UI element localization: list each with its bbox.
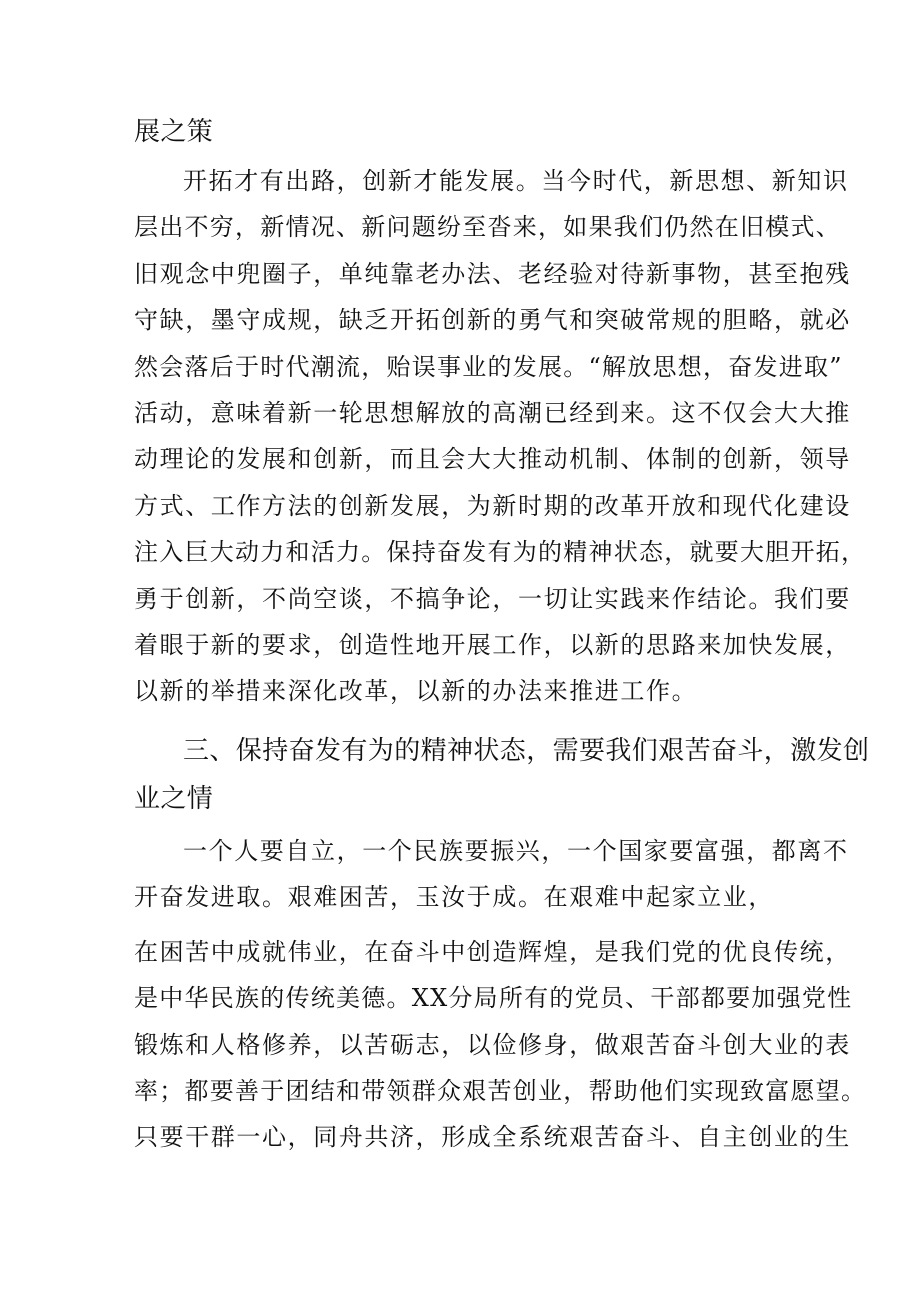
section-heading: 业之情 xyxy=(134,784,214,814)
paragraph-line: 锻炼和人格修养，以苦砺志，以俭修身，做艰苦奋斗创大业的表 xyxy=(134,1031,851,1059)
paragraph-line: 守缺，墨守成规，缺乏开拓创新的勇气和突破常规的胆略，就必 xyxy=(134,306,851,334)
paragraph-line: 率；都要善于团结和带领群众艰苦创业，帮助他们实现致富愿望。 xyxy=(134,1077,867,1105)
paragraph-line: 是中华民族的传统美德。XX分局所有的党员、干部都要加强党性 xyxy=(134,984,853,1012)
paragraph-line: 开奋发进取。艰难困苦，玉汝于成。在艰难中起家立业， xyxy=(134,883,774,911)
paragraph-line: 活动，意味着新一轮思想解放的高潮已经到来。这不仅会大大推 xyxy=(134,399,851,427)
paragraph-line: 以新的举措来深化改革，以新的办法来推进工作。 xyxy=(134,677,698,705)
paragraph-line: 勇于创新，不尚空谈，不搞争论，一切让实践来作结论。我们要 xyxy=(134,585,851,613)
section-heading: 三、保持奋发有为的精神状态，需要我们艰苦奋斗，激发创 xyxy=(183,736,870,766)
paragraph-line: 注入巨大动力和活力。保持奋发有为的精神状态，就要大胆开拓， xyxy=(134,538,867,566)
paragraph-line: 然会落后于时代潮流，贻误事业的发展。“解放思想，奋发进取” xyxy=(134,353,843,381)
paragraph-line: 只要干群一心，同舟共济，形成全系统艰苦奋斗、自主创业的生 xyxy=(134,1123,851,1151)
paragraph-line: 方式、工作方法的创新发展，为新时期的改革开放和现代化建设 xyxy=(134,492,851,520)
paragraph-line: 一个人要自立，一个民族要振兴，一个国家要富强，都离不 xyxy=(183,837,849,865)
paragraph-line: 着眼于新的要求，创造性地开展工作，以新的思路来加快发展， xyxy=(134,631,851,659)
paragraph-line: 层出不穷，新情况、新问题纷至沓来，如果我们仍然在旧模式、 xyxy=(134,213,841,241)
paragraph-line: 动理论的发展和创新，而且会大大推动机制、体制的创新，领导 xyxy=(134,445,851,473)
paragraph-line: 在困苦中成就伟业，在奋斗中创造辉煌，是我们党的优良传统， xyxy=(134,938,851,966)
heading-continuation: 展之策 xyxy=(134,117,214,147)
paragraph-line: 开拓才有出路，创新才能发展。当今时代，新思想、新知识 xyxy=(183,167,849,195)
paragraph-line: 旧观念中兜圈子，单纯靠老办法、老经验对待新事物，甚至抱残 xyxy=(134,260,851,288)
